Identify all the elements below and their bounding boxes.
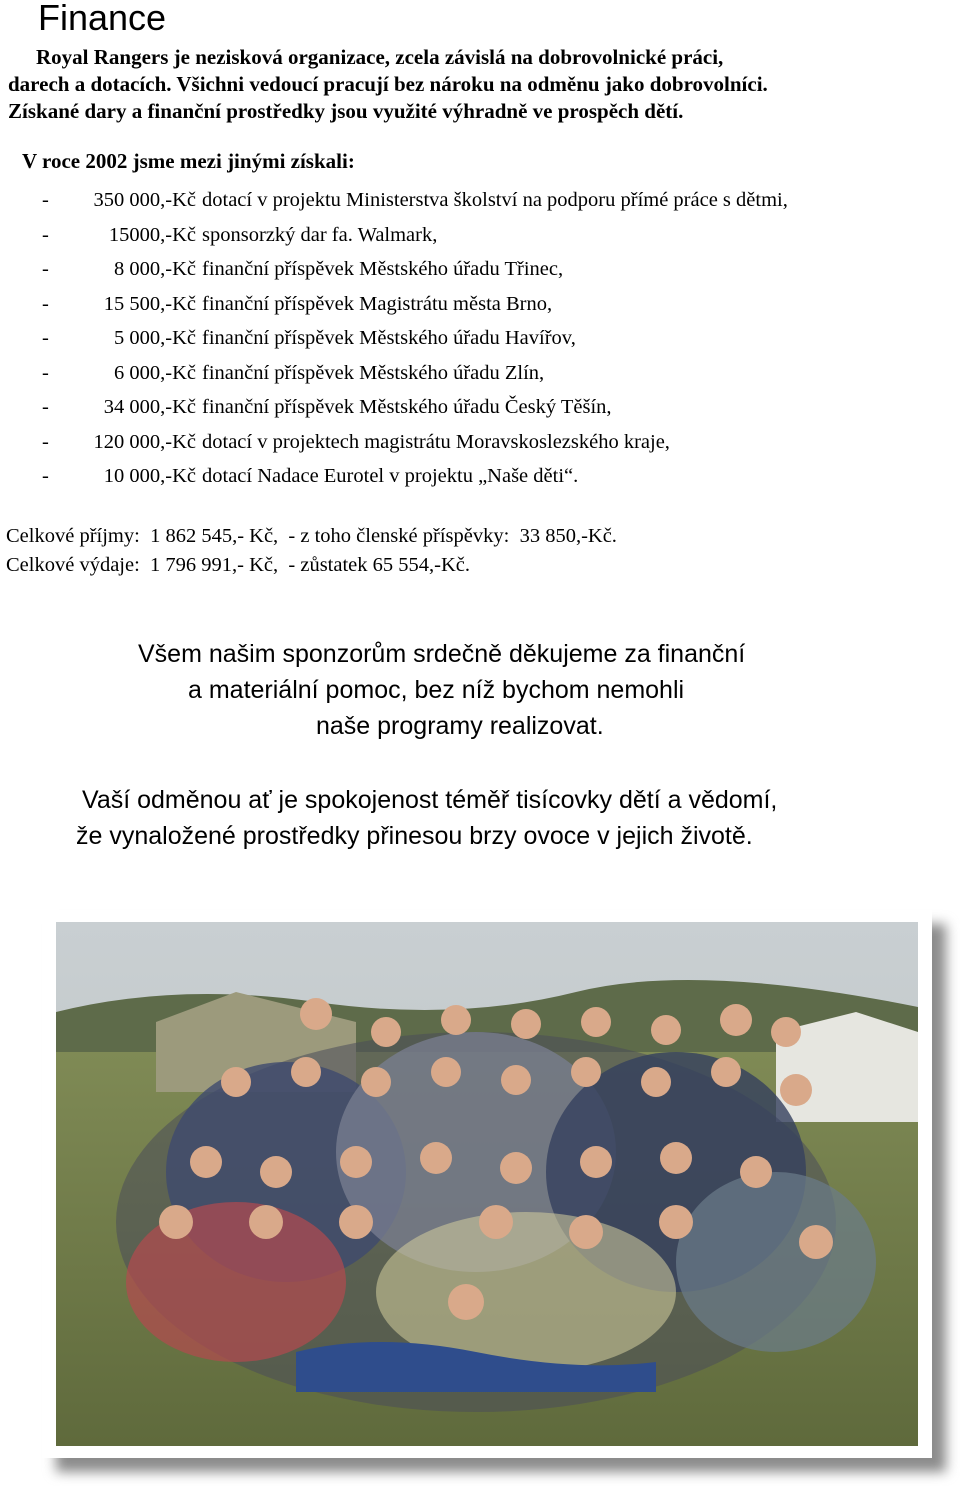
donations-list (0, 183, 960, 494)
donation-amount: 15000,-Kč (108, 223, 196, 246)
list-item: - 120 000,-Kč dotací v projektech magistrátu Moravskoslezského kraje, (0, 425, 960, 460)
group-photo-frame (42, 910, 942, 1470)
expense-label: Celkové výdaje: (6, 554, 140, 576)
expense-value: 1 796 991,- Kč, (150, 554, 279, 576)
thanks-line: Všem našim sponzorům srdečně děkujeme za finanční (138, 640, 746, 668)
list-item: - 6 000,-Kč finanční příspěvek Městského úřadu Zlín, (0, 356, 960, 391)
donation-amount: 8 000,-Kč (114, 258, 196, 280)
page-title: Finance (38, 0, 167, 38)
donation-description: dotací Nadace Eurotel v projektu „Naše děti“. (202, 465, 579, 487)
intro-line: Získané dary a finanční prostředky jsou využité výhradně ve prospěch dětí. (8, 99, 684, 123)
donation-description: finanční příspěvek Městského úřadu Český Těšín, (202, 396, 612, 418)
intro-line: Royal Rangers je nezisková organizace, zcela závislá na dobrovolnické práci, (36, 45, 724, 69)
list-item: - 15 500,-Kč finanční příspěvek Magistrátu města Brno, (0, 287, 960, 322)
totals-block (6, 522, 617, 580)
list-item: - 15000,-Kč sponsorzký dar fa. Walmark, (0, 218, 960, 253)
donation-description: dotací v projektech magistrátu Moravskoslezského kraje, (202, 430, 670, 453)
list-item: - 8 000,-Kč finanční příspěvek Městského úřadu Třinec, (0, 252, 960, 287)
year-heading: V roce 2002 jsme mezi jinými získali: (22, 149, 355, 173)
income-label: Celkové příjmy: (6, 525, 140, 547)
donation-amount: 350 000,-Kč (93, 189, 196, 211)
list-item: - 34 000,-Kč finanční příspěvek Městského úřadu Český Těšín, (0, 390, 960, 425)
donation-amount: 34 000,-Kč (103, 396, 196, 418)
income-row (6, 522, 617, 551)
intro-paragraph (8, 44, 948, 125)
thanks-line: a materiální pomoc, bez níž bychom nemohli (188, 676, 685, 704)
donation-amount: 6 000,-Kč (114, 361, 196, 384)
donation-description: finanční příspěvek Městského úřadu Třinec, (202, 258, 564, 280)
donation-description: finanční příspěvek Magistrátu města Brno, (202, 292, 553, 315)
donation-amount: 5 000,-Kč (114, 327, 196, 349)
membership-value: 33 850,-Kč. (519, 525, 617, 547)
membership-label: - z toho členské příspěvky: (288, 525, 510, 547)
donation-amount: 120 000,-Kč (93, 430, 196, 453)
donation-amount: 10 000,-Kč (103, 465, 196, 487)
group-photo (56, 922, 918, 1446)
group-photo-illustration (56, 922, 918, 1446)
reward-line: že vynaložené prostředky přinesou brzy ovoce v jejich životě. (76, 822, 753, 850)
balance-text: - zůstatek 65 554,-Kč. (288, 554, 470, 576)
donation-description: dotací v projektu Ministerstva školství na podporu přímé práce s dětmi, (202, 189, 788, 211)
list-item: - 5 000,-Kč finanční příspěvek Městského úřadu Havířov, (0, 321, 960, 356)
thanks-line: naše programy realizovat. (316, 712, 604, 740)
donation-description: finanční příspěvek Městského úřadu Zlín, (202, 361, 545, 384)
donation-description: sponsorzký dar fa. Walmark, (202, 223, 438, 246)
donation-amount: 15 500,-Kč (103, 292, 196, 315)
reward-line: Vaší odměnou ať je spokojenost téměř tisícovky dětí a vědomí, (82, 786, 778, 814)
expense-row (6, 551, 617, 580)
intro-line: darech a dotacích. Všichni vedoucí pracují bez nároku na odměnu jako dobrovolníci. (8, 72, 768, 96)
list-item: - 10 000,-Kč dotací Nadace Eurotel v projektu „Naše děti“. (0, 459, 960, 494)
list-item: - 350 000,-Kč dotací v projektu Ministerstva školství na podporu přímé práce s dětmi, (0, 183, 960, 218)
income-value: 1 862 545,- Kč, (150, 525, 279, 547)
donation-description: finanční příspěvek Městského úřadu Havířov, (202, 327, 576, 349)
